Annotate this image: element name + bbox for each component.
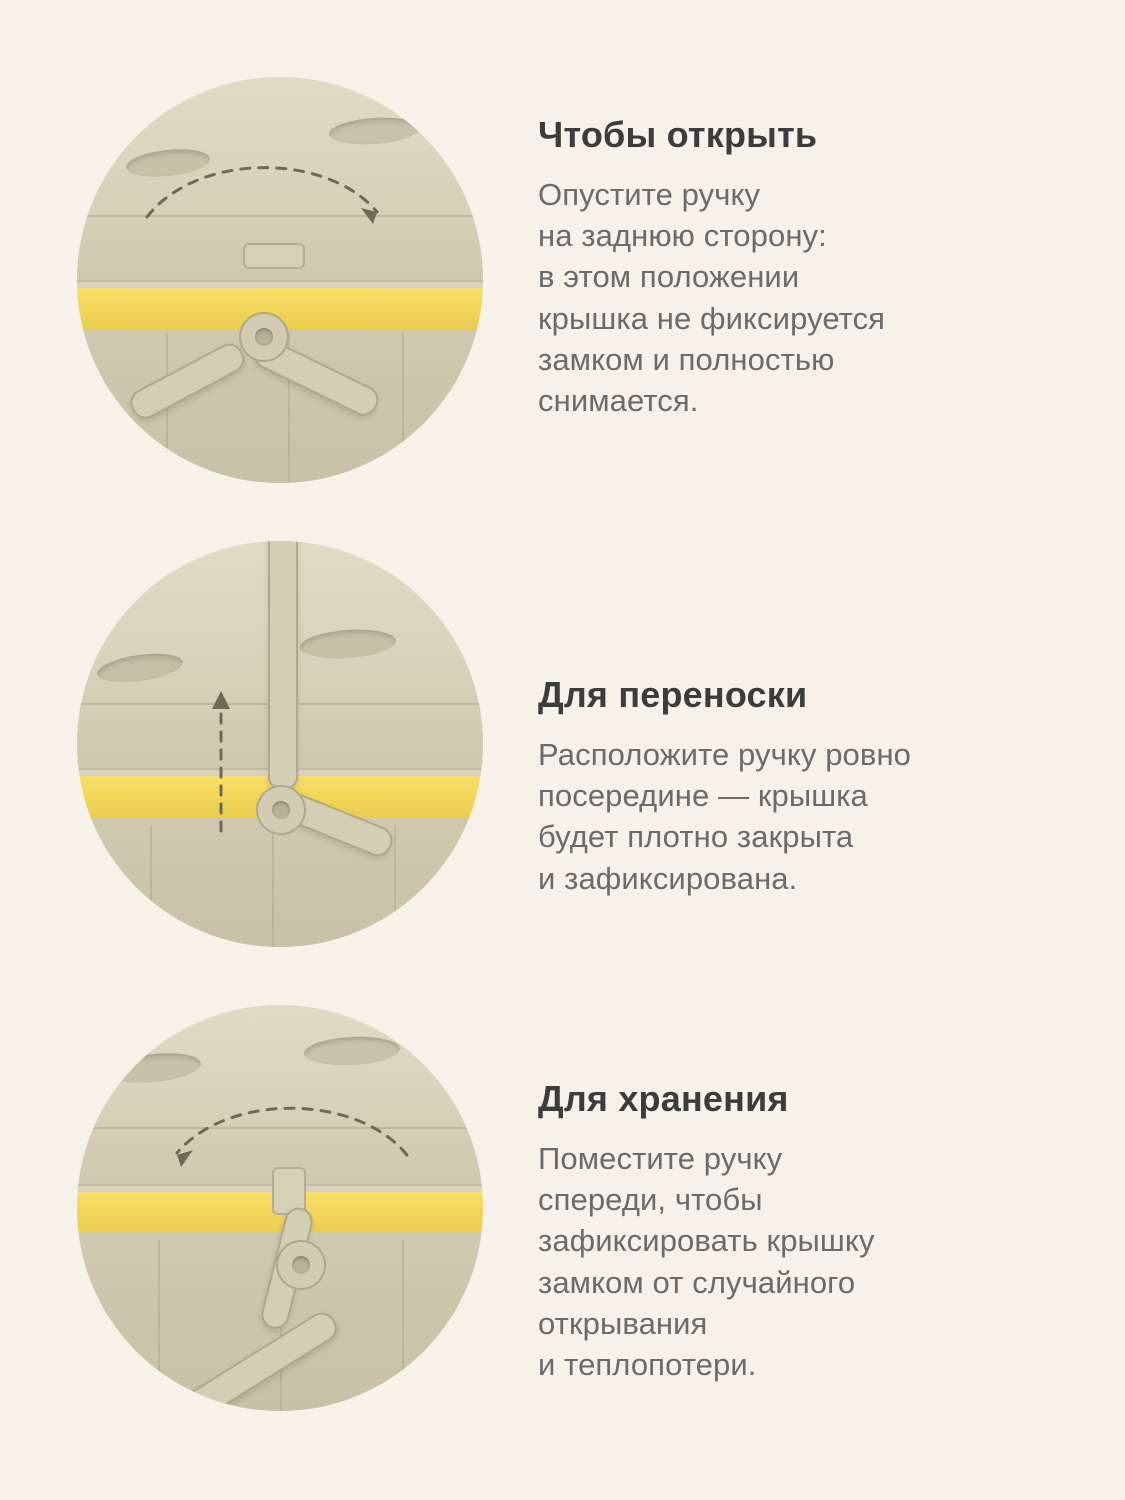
step-body-carry: Расположите ручку ровно посередине — крышка будет плотно закрыта и зафиксирована. <box>538 737 911 896</box>
photo-carry-wrap <box>70 524 490 964</box>
step-carry <box>70 524 1070 964</box>
step-storage <box>70 988 1070 1428</box>
cooler-lid-illustration <box>77 77 483 483</box>
lid-rib <box>394 825 396 947</box>
lid-rib <box>402 1240 404 1411</box>
lid-rib <box>158 1240 160 1411</box>
step-body-storage: Поместите ручку спереди, чтобы зафиксировать крышку замком от случайного открывания и теплопотери. <box>538 1141 875 1383</box>
lid-rib <box>150 825 152 947</box>
lid-top-surface <box>77 1005 483 1184</box>
step-title-storage: Для хранения <box>538 1078 789 1119</box>
text-open <box>490 60 1070 421</box>
lid-rib <box>402 333 404 483</box>
photo-open-wrap <box>70 60 490 500</box>
step-body-open: Опустите ручку на заднюю сторону: в этом положении крышка не фиксируется замком и полностью снимается. <box>538 177 886 419</box>
latch-catch <box>243 243 305 269</box>
step-open <box>70 60 1070 500</box>
text-storage <box>490 988 1070 1385</box>
lid-rib <box>272 825 274 947</box>
photo-carry <box>77 541 483 947</box>
handle-arm-upright <box>268 541 298 789</box>
step-title-carry: Для переноски <box>538 674 808 715</box>
lid-front-face <box>77 817 483 947</box>
cooler-lid-illustration <box>77 541 483 947</box>
photo-storage <box>77 1005 483 1411</box>
handle-pivot <box>256 785 306 835</box>
cooler-lid-illustration <box>77 1005 483 1411</box>
photo-open <box>77 77 483 483</box>
lid-seam <box>77 280 483 282</box>
step-title-open: Чтобы открыть <box>538 114 818 155</box>
photo-storage-wrap <box>70 988 490 1428</box>
lid-seam <box>77 1127 483 1129</box>
lid-seam <box>77 215 483 217</box>
text-carry <box>490 524 1070 899</box>
